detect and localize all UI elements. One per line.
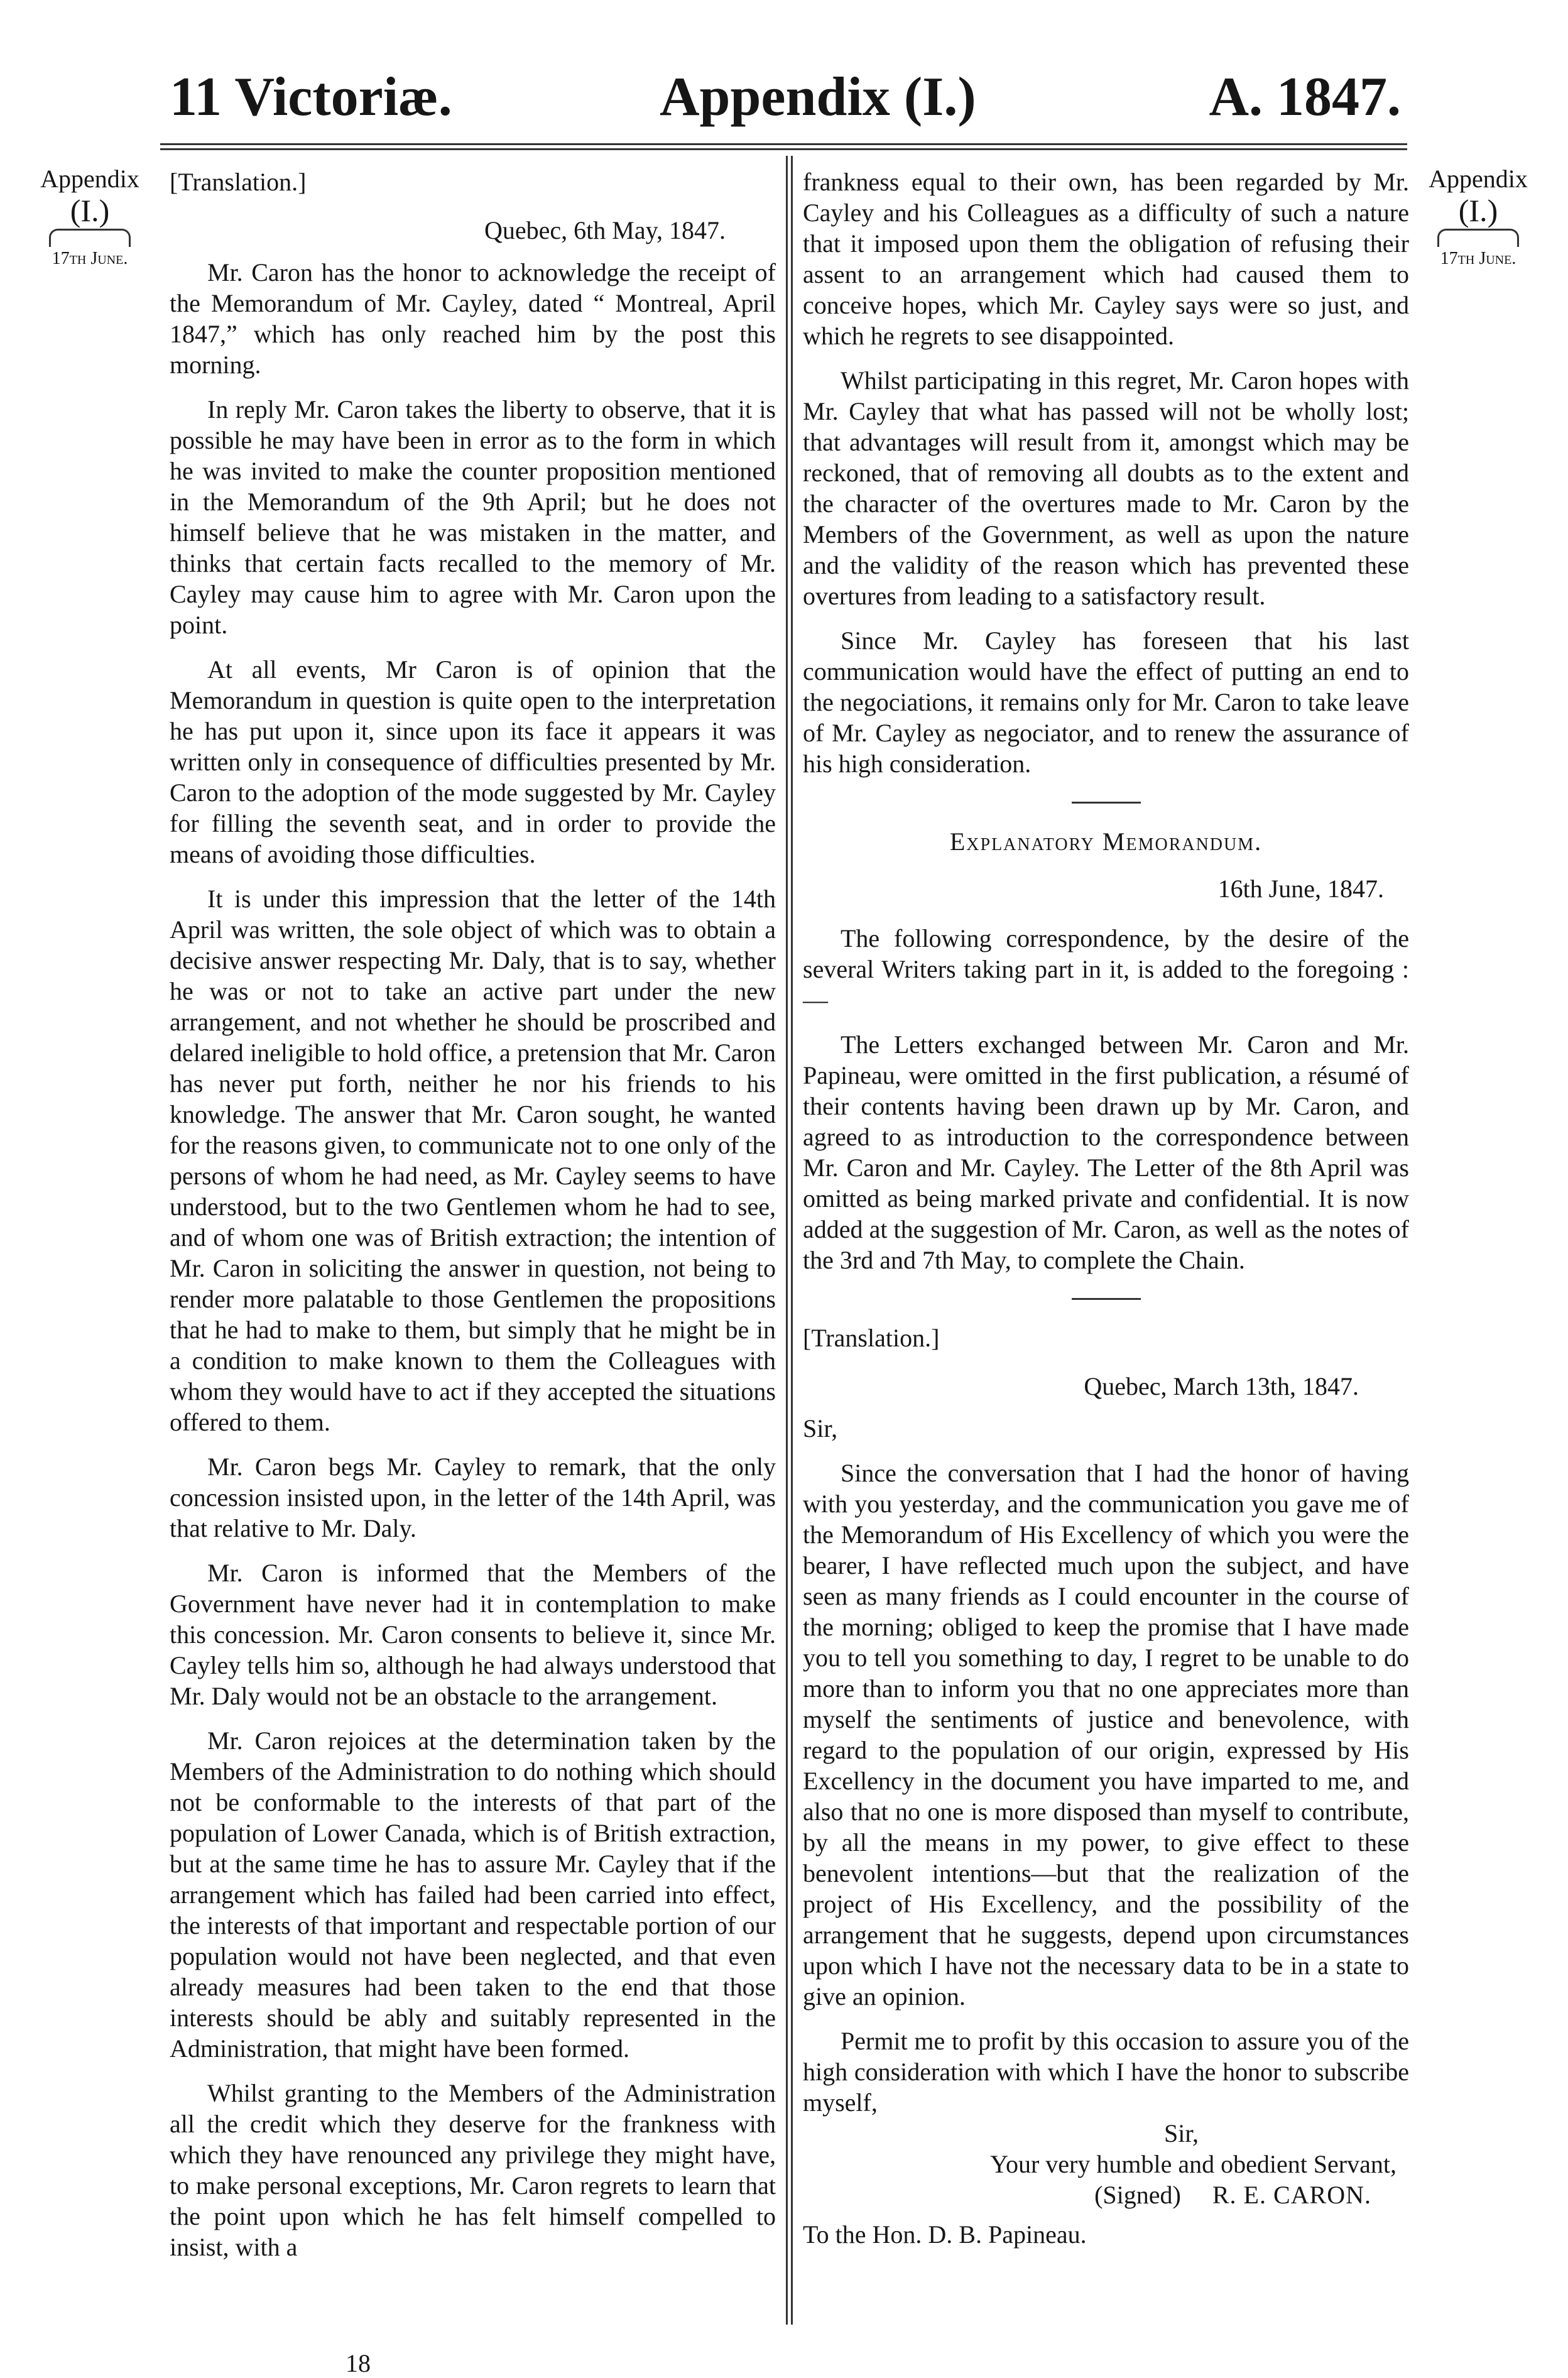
signature-line: [803, 2179, 1409, 2210]
margin-appendix-number: (I.): [1458, 193, 1498, 228]
salutation: Sir,: [803, 1414, 838, 1443]
signed-note: (Signed): [1094, 2181, 1181, 2209]
memorandum-date: 16th June, 1847.: [1217, 875, 1384, 903]
header-rule-lower: [160, 148, 1407, 150]
paragraph: At all events, Mr Caron is of opinion that the Memorandum in question is quite open to the interpretation he has put upon it, since upon its face it appears it was written only in consequence of difficulties presented by Mr. Caron to the adoption of the mode suggested by Mr. Cayley for filling the seventh seat, and in order to provide the means of avoiding those difficulties.: [170, 655, 776, 868]
paragraph: In reply Mr. Caron takes the liberty to observe, that it is possible he may have been in error as to the form in which he was invited to make the counter proposition mentioned in the Memorandum of the 9th April; but he does not himself believe that he was mistaken in the matter, and thinks that certain facts recalled to the memory of Mr. Cayley may cause him to agree with Mr. Caron upon the point.: [170, 395, 776, 639]
margin-appendix-label: Appendix: [1429, 165, 1528, 193]
margin-date: 17th June.: [52, 249, 128, 268]
closing-phrase: Your very humble and obedient Servant,: [990, 2150, 1396, 2178]
paragraph: The following correspondence, by the desire of the several Writers taking part in it, is added to the foregoing :—: [803, 924, 1409, 1014]
section-rule: [1072, 802, 1141, 804]
page-number: 18: [346, 2349, 371, 2377]
paragraph: It is under this impression that the letter of the 14th April was written, the sole object of which was to obtain a decisive answer respecting Mr. Daly, that is to say, whether he was or not to take an active part under the new arrangement, and not whether he should be proscribed and delared ineligible to hold office, a pretension that Mr. Caron has never put forth, neither he nor his friends to his knowledge. The answer that Mr. Caron sought, he wanted for the reasons given, to communicate not to one only of the persons of whom he had need, as Mr. Cayley seems to have understood, but to the two Gentlemen whom he had to see, and of whom one was of British extraction; the intention of Mr. Caron in soliciting the answer in question, not being to render more palatable to those Gentlemen the propositions that he had to make to them, but simply that he might be in a condition to make known to them the Colleagues with whom they would have to act if they accepted the situations offered to them.: [170, 885, 776, 1436]
column-divider-right: [791, 156, 793, 2325]
signature-name: R. E. CARON.: [1212, 2181, 1371, 2209]
paragraph: Permit me to profit by this occasion to assure you of the high consideration with which I have the honor to subscribe myself,: [803, 2027, 1409, 2117]
margin-date: 17th June.: [1440, 249, 1516, 268]
paragraph: Since the conversation that I had the honor of having with you yesterday, and the communication you gave me of the Memorandum of His Excellency of which you were the bearer, I have reflected much upon the subject, and have seen as many friends as I could encounter in the course of the morning; obliged to keep the promise that I have made you to tell you something to day, I regret to be unable to do more than to inform you that no one appreciates more than myself the sentiments of justice and benevolence, with regard to the population of our origin, expressed by His Excellency in the document you have imparted to me, and also that no one is more disposed than myself to contribute, by all the means in my power, to give effect to these benevolent intentions—but that the realization of the project of His Excellency, and the possibility of the arrangement that he suggests, depend upon circumstances upon which I have not the necessary data to be in a state to give an opinion.: [803, 1459, 1409, 2010]
margin-appendix-label: Appendix: [40, 165, 139, 193]
translation-note: [Translation.]: [803, 1324, 940, 1352]
paragraph: Mr. Caron rejoices at the determination taken by the Members of the Administration to do nothing which should not be conformable to the interests of that part of the population of Lower Canada, which is of British extraction, but at the same time he has to assure Mr. Cayley that if the arrangement which has failed had been carried into effect, the interests of that important and respectable portion of our population would not have been neglected, and that even already measures had been taken to the end that those interests should be ably and suitably represented in the Administration, that might have been formed.: [170, 1726, 776, 2063]
letter-dateline: Quebec, 6th May, 1847.: [484, 216, 726, 244]
paragraph: Since Mr. Cayley has foreseen that his last communication would have the effect of putting an end to the negociations, it remains only for Mr. Caron to take leave of Mr. Cayley as negociator, and to renew the assurance of his high consideration.: [803, 626, 1409, 778]
header-session: 11 Victoriæ.: [170, 67, 452, 128]
memorandum-title: Explanatory Memorandum.: [949, 827, 1263, 856]
right-margin-note: [1425, 165, 1532, 270]
header-rule-upper: [160, 143, 1407, 145]
margin-appendix-number: (I.): [70, 193, 110, 228]
section-rule: [1072, 1298, 1141, 1300]
paragraph: Mr. Caron has the honor to acknowledge the receipt of the Memorandum of Mr. Cayley, dated “ Montreal, April 1847,” which has only reached him by the post this morning.: [170, 258, 776, 379]
margin-brace: [1437, 229, 1519, 247]
paragraph: Mr. Caron begs Mr. Cayley to remark, that the only concession insisted upon, in the letter of the 14th April, was that relative to Mr. Daly.: [170, 1453, 776, 1542]
running-header: [170, 63, 1401, 132]
paragraph: frankness equal to their own, has been regarded by Mr. Cayley and his Colleagues as a difficulty of such a nature that it imposed upon them the obligation of refusing their assent to an arrangement which had caused them to conceive hopes, which Mr. Cayley says were so just, and which he regrets to see disappointed.: [803, 168, 1409, 350]
header-year: A. 1847.: [1209, 67, 1401, 128]
paragraph: The Letters exchanged between Mr. Caron and Mr. Papineau, were omitted in the first publication, a résumé of their contents having been drawn up by Mr. Caron, and agreed to as introduction to the correspondence between Mr. Caron and Mr. Cayley. The Letter of the 8th April was omitted as being marked private and confidential. It is now added at the suggestion of Mr. Caron, as well as the notes of the 3rd and 7th May, to complete the Chain.: [803, 1030, 1409, 1274]
left-margin-note: [36, 165, 143, 270]
header-appendix: Appendix (I.): [660, 67, 976, 128]
right-column: [803, 166, 1409, 2250]
addressee: To the Hon. D. B. Papineau.: [803, 2220, 1087, 2249]
column-divider-left: [786, 156, 788, 2325]
translation-note: [Translation.]: [170, 168, 307, 196]
paragraph: Whilst participating in this regret, Mr. Caron hopes with Mr. Cayley that what has passed will not be wholly lost; that advantages will result from it, amongst which may be reckoned, that of removing all doubts as to the extent and the character of the overtures made to Mr. Caron by the Members of the Government, as well as upon the nature and the validity of the reason which has prevented these overtures from leading to a satisfactory result.: [803, 366, 1409, 610]
paragraph: Whilst granting to the Members of the Administration all the credit which they deserve for the frankness with which they have renounced any privilege they might have, to make personal exceptions, Mr. Caron regrets to learn that the point upon which he has felt himself compelled to insist, with a: [170, 2079, 776, 2261]
letter-dateline: Quebec, March 13th, 1847.: [1084, 1372, 1359, 1400]
left-column: [170, 166, 776, 2262]
closing-salutation: Sir,: [1163, 2119, 1199, 2147]
margin-brace: [49, 229, 131, 247]
paragraph: Mr. Caron is informed that the Members of the Government have never had it in contemplation to make this concession. Mr. Caron consents to believe it, since Mr. Cayley tells him so, although he had always understood that Mr. Daly would not be an obstacle to the arrangement.: [170, 1559, 776, 1710]
